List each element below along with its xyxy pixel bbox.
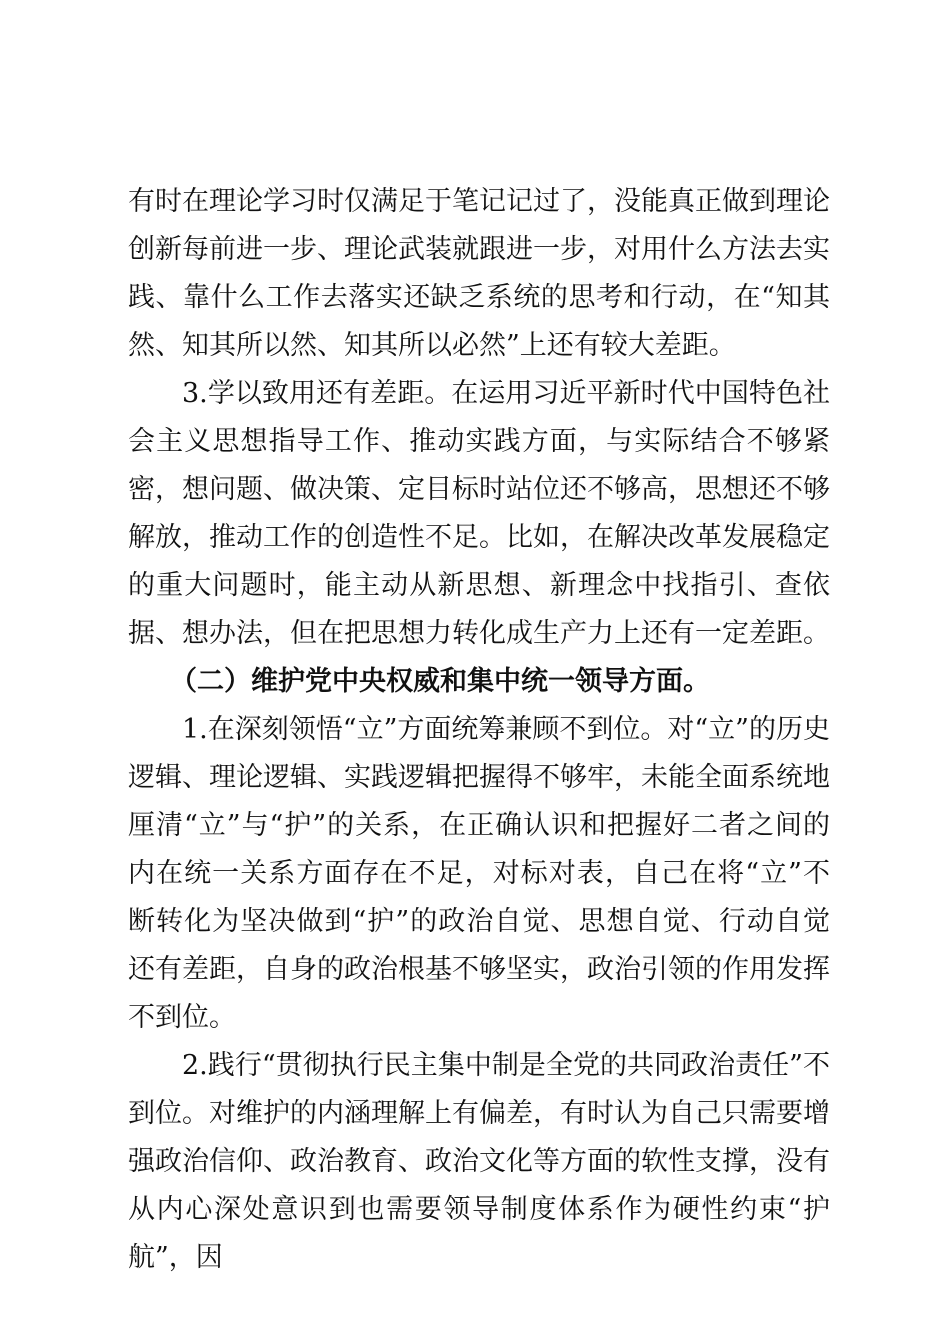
section-heading: （二）维护党中央权威和集中统一领导方面。 — [170, 666, 710, 697]
document-body — [128, 178, 830, 1282]
paragraph-continuation: 有时在理论学习时仅满足于笔记记过了，没能真正做到理论创新每前进一步、理论武装就跟进一步，对用什么方法去实践、靠什么工作去落实还缺乏系统的思考和行动，在“知其然、知其所以然、知其所以必然”上还有较大差距。 — [128, 186, 830, 361]
paragraph-item-3: 3.学以致用还有差距。在运用习近平新时代中国特色社会主义思想指导工作、推动实践方面，与实际结合不够紧密，想问题、做决策、定目标时站位还不够高，思想还不够解放，推动工作的创造性不足。比如，在解决改革发展稳定的重大问题时，能主动从新思想、新理念中找指引、查依据、想办法，但在把思想力转化成生产力上还有一定差距。 — [128, 378, 830, 649]
paragraph-item-1: 1.在深刻领悟“立”方面统筹兼顾不到位。对“立”的历史逻辑、理论逻辑、实践逻辑把握得不够牢，未能全面系统地厘清“立”与“护”的关系，在正确认识和把握好二者之间的内在统一关系方面存在不足，对标对表，自己在将“立”不断转化为坚决做到“护”的政治自觉、思想自觉、行动自觉还有差距，自身的政治根基不够坚实，政治引领的作用发挥不到位。 — [128, 714, 830, 1033]
paragraph-item-2: 2.践行“贯彻执行民主集中制是全党的共同政治责任”不到位。对维护的内涵理解上有偏差，有时认为自己只需要增强政治信仰、政治教育、政治文化等方面的软性支撑，没有从内心深处意识到也需要领导制度体系作为硬性约束“护航”，因 — [128, 1050, 830, 1273]
